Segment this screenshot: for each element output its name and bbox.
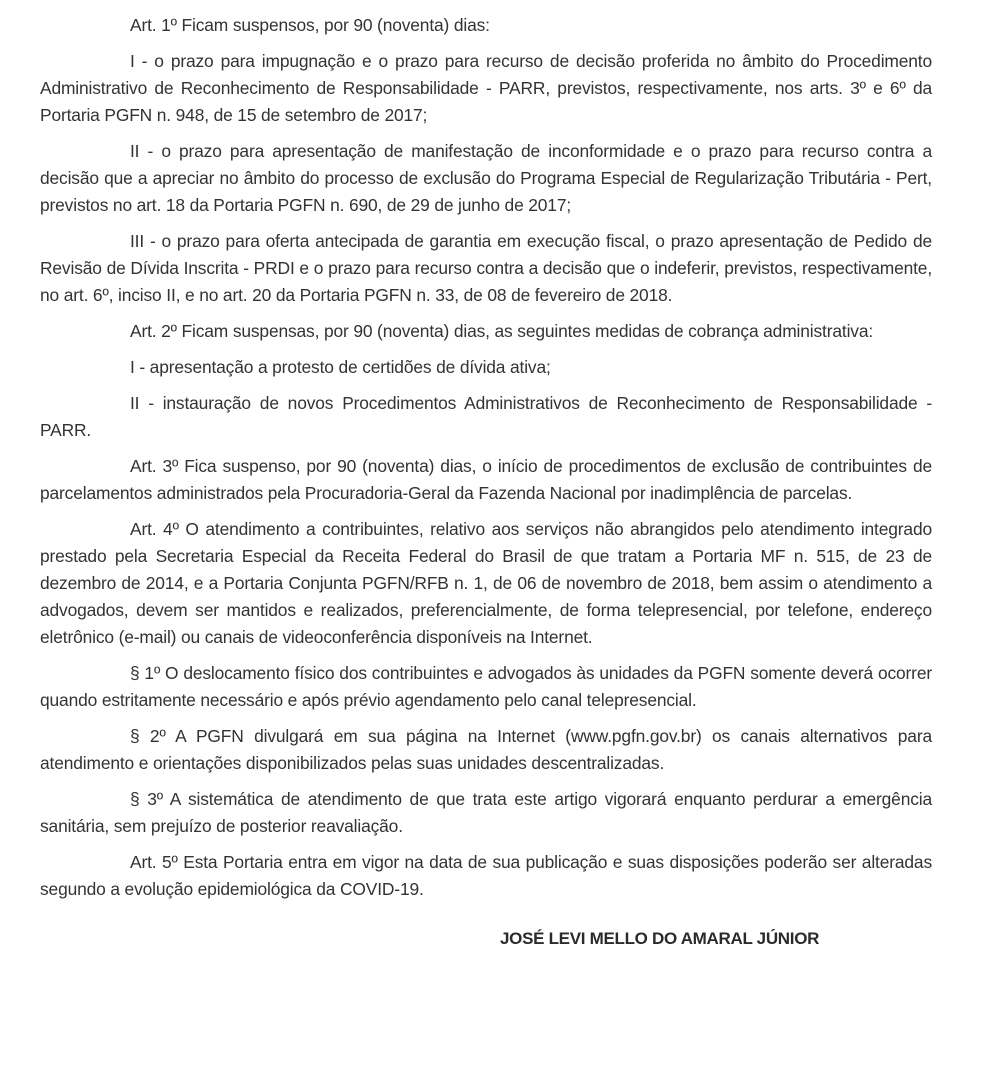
art-1-inciso-iii: III - o prazo para oferta antecipada de garantia em execução fiscal, o prazo apresentação de Pedido de Revisão de Dívida Inscrita - PRDI e o prazo para recurso contra a decisão que o indeferir, previstos, respectivamente, no art. 6º, inciso II, e no art. 20 da Portaria PGFN n. 33, de 08 de fevereiro de 2018.: [40, 231, 932, 305]
art-2-caput: Art. 2º Ficam suspensas, por 90 (noventa) dias, as seguintes medidas de cobrança administrativa:: [130, 321, 874, 341]
art-2-inciso-ii: II - instauração de novos Procedimentos Administrativos de Reconhecimento de Responsabilidade - PARR.: [40, 393, 932, 440]
signature: JOSÉ LEVI MELLO DO AMARAL JÚNIOR: [500, 929, 820, 948]
art-1-inciso-i: I - o prazo para impugnação e o prazo para recurso de decisão proferida no âmbito do Procedimento Administrativo de Reconhecimento de Responsabilidade - PARR, previstos, respectivamente, nos arts. 3º e 6º da Portaria PGFN n. 948, de 15 de setembro de 2017;: [40, 51, 932, 125]
art-1-inciso-ii: II - o prazo para apresentação de manifestação de inconformidade e o prazo para recurso contra a decisão que a apreciar no âmbito do processo de exclusão do Programa Especial de Regularização Tributária - Pert, previstos no art. 18 da Portaria PGFN n. 690, de 29 de junho de 2017;: [40, 141, 932, 215]
art-4-paragrafo-1: § 1º O deslocamento físico dos contribuintes e advogados às unidades da PGFN somente deverá ocorrer quando estritamente necessário e após prévio agendamento pelo canal telepresencial.: [40, 663, 932, 710]
art-4-paragrafo-3: § 3º A sistemática de atendimento de que trata este artigo vigorará enquanto perdurar a emergência sanitária, sem prejuízo de posterior reavaliação.: [40, 789, 932, 836]
art-3-caput: Art. 3º Fica suspenso, por 90 (noventa) dias, o início de procedimentos de exclusão de contribuintes de parcelamentos administrados pela Procuradoria-Geral da Fazenda Nacional por inadimplência de parcelas.: [40, 456, 932, 503]
art-4-caput: Art. 4º O atendimento a contribuintes, relativo aos serviços não abrangidos pelo atendimento integrado prestado pela Secretaria Especial da Receita Federal do Brasil de que tratam a Portaria MF n. 515, de 23 de dezembro de 2014, e a Portaria Conjunta PGFN/RFB n. 1, de 06 de novembro de 2018, bem assim o atendimento a advogados, devem ser mantidos e realizados, preferencialmente, de forma telepresencial, por telefone, endereço eletrônico (e-mail) ou canais de videoconferência disponíveis na Internet.: [40, 519, 932, 647]
art-1-caput: Art. 1º Ficam suspensos, por 90 (noventa) dias:: [130, 15, 490, 35]
art-4-paragrafo-2: § 2º A PGFN divulgará em sua página na Internet (www.pgfn.gov.br) os canais alternativos para atendimento e orientações disponibilizados pelas suas unidades descentralizadas.: [40, 726, 932, 773]
art-2-inciso-i: I - apresentação a protesto de certidões de dívida ativa;: [130, 357, 551, 377]
art-5-caput: Art. 5º Esta Portaria entra em vigor na data de sua publicação e suas disposições poderão ser alteradas segundo a evolução epidemiológica da COVID-19.: [40, 852, 932, 899]
